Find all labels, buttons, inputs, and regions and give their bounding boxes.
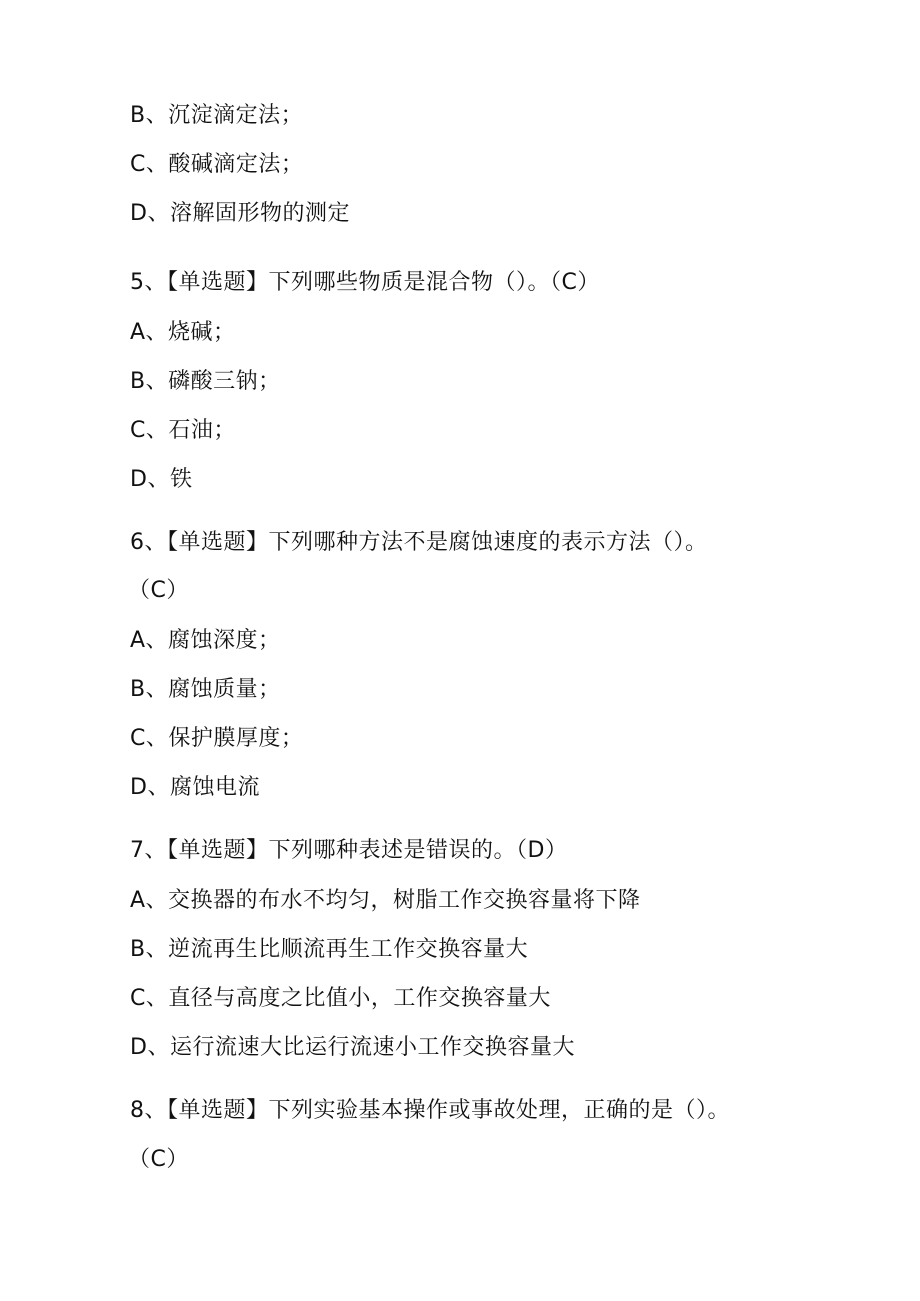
question-5-option-c: C、石油； [130,418,236,443]
question-7-option-d: D、运行流速大比运行流速小工作交换容量大 [130,1035,575,1060]
question-8-stem: 8、【单选题】下列实验基本操作或事故处理，正确的是（）。 [130,1098,730,1123]
option-b: B、沉淀滴定法； [130,103,304,128]
question-6-option-b: B、腐蚀质量； [130,677,281,702]
question-7-option-b: B、逆流再生比顺流再生工作交换容量大 [130,937,529,962]
option-d: D、溶解固形物的测定 [130,201,350,226]
question-6-stem-answer: （C） [128,578,189,603]
question-8-stem-answer: （C） [128,1147,189,1172]
question-6-option-c: C、保护膜厚度； [130,726,304,751]
question-7-option-c: C、直径与高度之比值小，工作交换容量大 [130,986,551,1011]
question-5-option-d: D、铁 [130,467,193,492]
question-6-stem: 6、【单选题】下列哪种方法不是腐蚀速度的表示方法（）。 [130,530,708,555]
question-6-option-a: A、腐蚀深度； [130,628,281,653]
question-5-option-b: B、磷酸三钠； [130,369,281,394]
option-c: C、酸碱滴定法； [130,152,304,177]
question-7-stem: 7、【单选题】下列哪种表述是错误的。（D） [130,838,568,863]
question-5-stem: 5、【单选题】下列哪些物质是混合物（）。（C） [130,270,600,295]
question-7-option-a: A、交换器的布水不均匀，树脂工作交换容量将下降 [130,888,641,913]
question-6-option-d: D、腐蚀电流 [130,775,260,800]
question-5-option-a: A、烧碱； [130,320,236,345]
